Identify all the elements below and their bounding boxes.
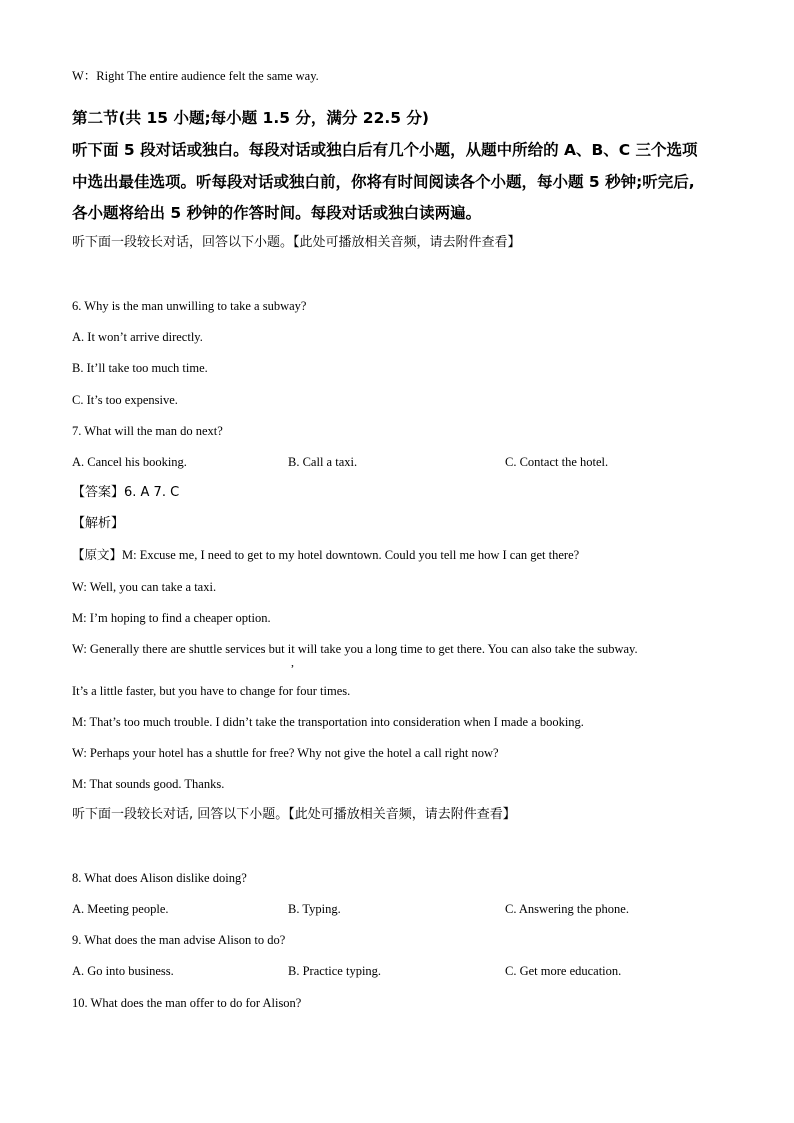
instruction-line-2: 中选出最佳选项。听每段对话或独白前，你将有时间阅读各个小题，每小题 5 秒钟;听完后, [72,173,695,191]
q7-option-a: A. Cancel his booking. [72,455,187,469]
transcript-line-2: W: Well, you can take a taxi. [72,580,217,594]
q9-option-c: C. Get more education. [505,964,622,978]
transcript-line-4: W: Generally there are shuttle services but it will take you a long time to get there. You can also take the subway. [72,642,638,656]
analysis-label: 【解析】 [72,516,125,531]
question-7: 7. What will the man do next? [72,424,223,438]
question-6: 6. Why is the man unwilling to take a subway? [72,299,307,313]
transcript-line-6: M: That’s too much trouble. I didn’t take the transportation into consideration when I made a booking. [72,715,584,729]
intro-line: W：Right The entire audience felt the same way. [72,69,319,83]
q9-option-b: B. Practice typing. [288,964,382,978]
q6-option-a: A. It won’t arrive directly. [72,330,203,344]
stray-comma: , [291,655,294,669]
question-9: 9. What does the man advise Alison to do? [72,933,286,947]
transcript-line-8: M: That sounds good. Thanks. [72,777,225,791]
answer-line: 【答案】6. A 7. C [72,485,180,500]
transcript-line-3: M: I’m hoping to find a cheaper option. [72,611,271,625]
audio-prompt-1: 听下面一段较长对话，回答以下小题。【此处可播放相关音频，请去附件查看】 [72,235,521,250]
transcript-line-7: W: Perhaps your hotel has a shuttle for free? Why not give the hotel a call right now? [72,746,499,760]
section-title: 第二节(共 15 小题;每小题 1.5 分，满分 22.5 分) [72,109,430,127]
transcript-line-1: 【原文】M: Excuse me, I need to get to my hotel downtown. Could you tell me how I can get there? [72,548,580,562]
audio-prompt-2: 听下面一段较长对话, 回答以下小题。【此处可播放相关音频，请去附件查看】 [72,807,516,822]
q9-option-a: A. Go into business. [72,964,174,978]
q8-option-a: A. Meeting people. [72,902,169,916]
transcript-line-5: It’s a little faster, but you have to change for four times. [72,684,351,698]
q8-option-b: B. Typing. [288,902,341,916]
q8-option-c: C. Answering the phone. [505,902,629,916]
q6-option-c: C. It’s too expensive. [72,393,178,407]
instruction-line-3: 各小题将给出 5 秒钟的作答时间。每段对话或独白读两遍。 [72,204,482,222]
q7-option-c: C. Contact the hotel. [505,455,609,469]
instruction-line-1: 听下面 5 段对话或独白。每段对话或独白后有几个小题，从题中所给的 A、B、C 三个选项 [72,141,698,159]
q6-option-b: B. It’ll take too much time. [72,361,208,375]
question-8: 8. What does Alison dislike doing? [72,871,247,885]
q7-option-b: B. Call a taxi. [288,455,358,469]
question-10: 10. What does the man offer to do for Alison? [72,996,302,1010]
